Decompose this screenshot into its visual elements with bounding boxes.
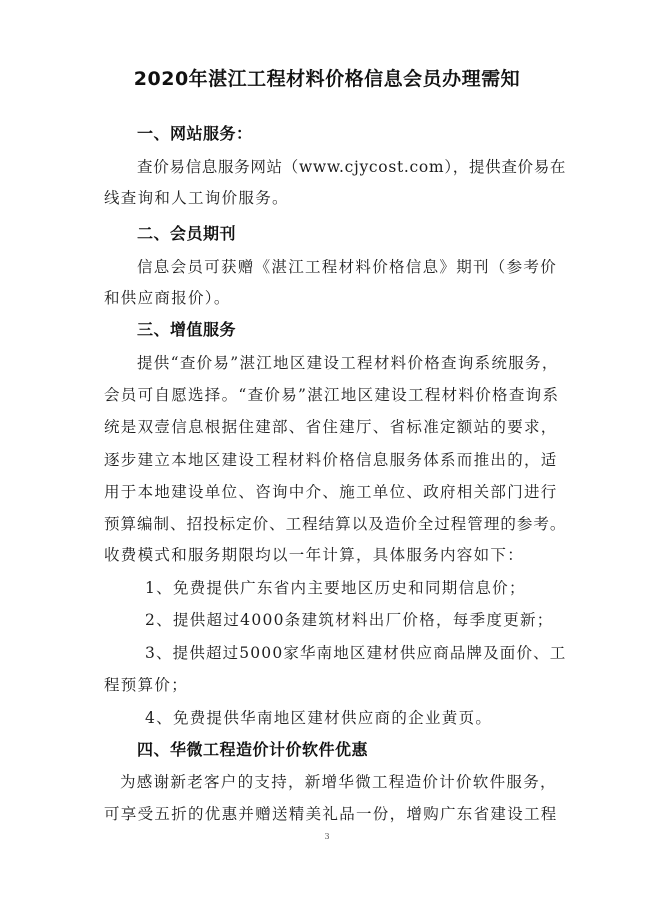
- list-item: 3、提供超过5000家华南地区建材供应商品牌及面价、工: [145, 644, 567, 662]
- paragraph-line: 提供“查价易”湛江地区建设工程材料价格查询系统服务，: [137, 354, 559, 372]
- paragraph-line: 为感谢新老客户的支持，新增华微工程造价计价软件服务，: [120, 773, 557, 791]
- document-title: 2020年湛江工程材料价格信息会员办理需知: [133, 68, 521, 90]
- list-item: 1、免费提供广东省内主要地区历史和同期信息价；: [145, 579, 526, 597]
- paragraph-line: 和供应商报价）。: [104, 289, 231, 307]
- list-item: 2、提供超过4000条建筑材料出厂价格，每季度更新；: [145, 611, 554, 629]
- paragraph-line: 线查询和人工询价服务。: [104, 189, 289, 207]
- paragraph-line: 信息会员可获赠《湛江工程材料价格信息》期刊（参考价: [137, 258, 558, 276]
- paragraph-line: 收费模式和服务期限均以一年计算，具体服务内容如下：: [104, 546, 525, 564]
- paragraph-line: 用于本地建设单位、咨询中介、施工单位、政府相关部门进行: [104, 483, 558, 501]
- section-heading: 三、增值服务: [137, 320, 237, 339]
- section-heading: 二、会员期刊: [137, 224, 237, 243]
- section-heading: 一、网站服务：: [137, 124, 253, 143]
- list-item-continuation: 程预算价；: [104, 676, 189, 694]
- paragraph-line: 会员可自愿选择。“查价易”湛江地区建设工程材料价格查询系: [104, 386, 560, 404]
- page-number: 3: [324, 832, 330, 841]
- paragraph-line: 逐步建立本地区建设工程材料价格信息服务体系而推出的，适: [104, 451, 558, 469]
- paragraph-line: 查价易信息服务网站（www.cjycost.com），提供查价易在: [137, 158, 567, 176]
- section-heading: 四、华微工程造价计价软件优惠: [137, 740, 369, 759]
- paragraph-line: 预算编制、招投标定价、工程结算以及造价全过程管理的参考。: [104, 515, 567, 533]
- paragraph-line: 统是双壹信息根据住建部、省住建厅、省标准定额站的要求，: [104, 418, 558, 436]
- list-item: 4、免费提供华南地区建材供应商的企业黄页。: [145, 709, 493, 727]
- paragraph-line: 可享受五折的优惠并赠送精美礼品一份，增购广东省建设工程: [104, 805, 558, 823]
